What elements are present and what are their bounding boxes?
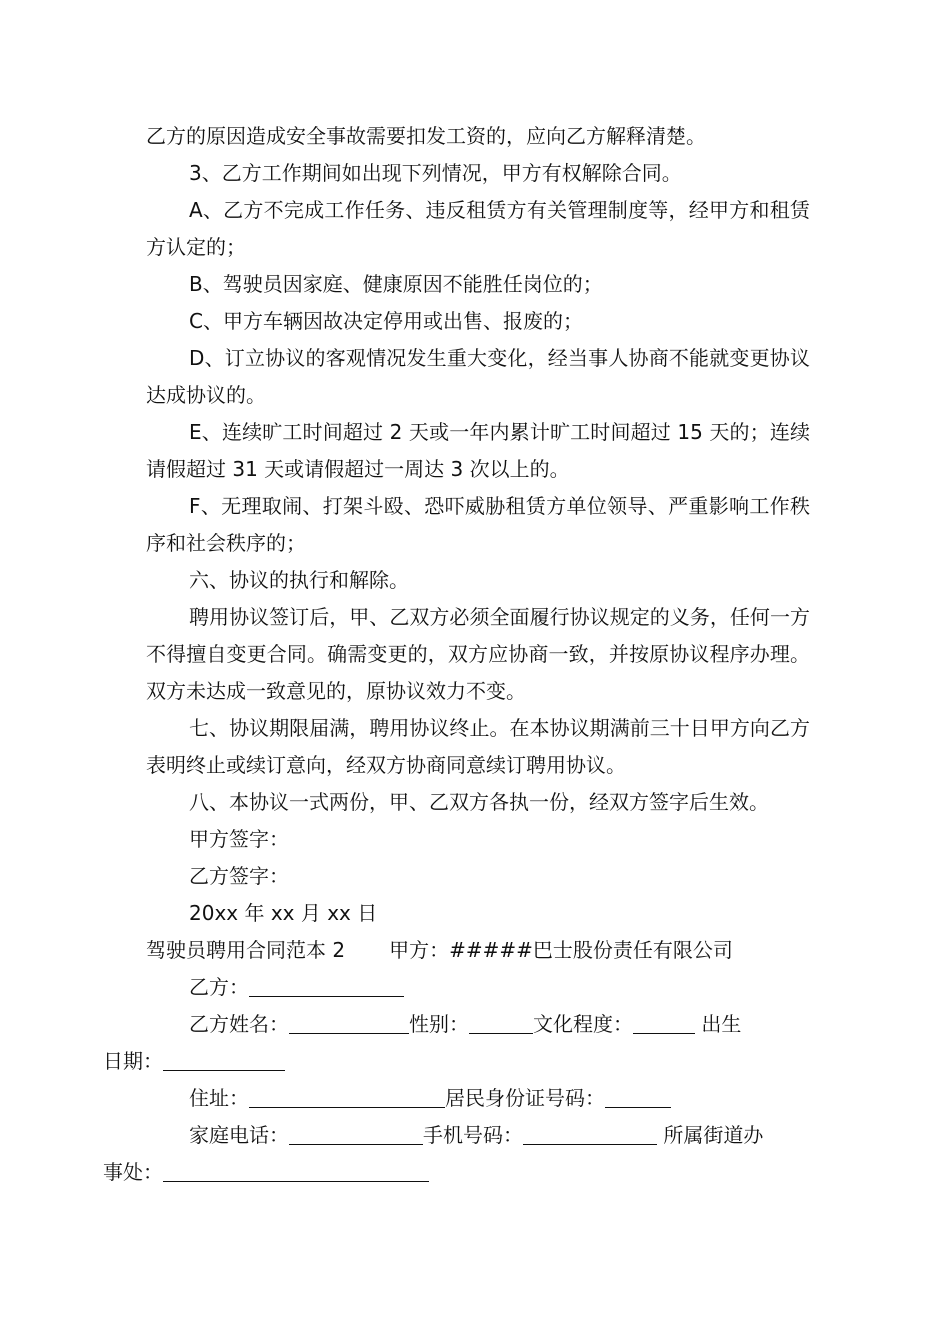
id-blank xyxy=(605,1085,671,1108)
paragraph: D、订立协议的客观情况发生重大变化，经当事人协商不能就变更协议达成协议的。 xyxy=(146,346,810,407)
mobile-blank xyxy=(523,1122,657,1145)
district-label: 所属街道办 xyxy=(663,1123,764,1147)
education-label: 文化程度： xyxy=(533,1012,633,1036)
district-label-cont: 事处： xyxy=(103,1160,163,1184)
mobile-label: 手机号码： xyxy=(423,1123,523,1147)
home-phone-blank xyxy=(289,1122,423,1145)
name-blank xyxy=(289,1011,409,1034)
date-line: 20xx 年 xx 月 xx 日 xyxy=(189,901,378,925)
personal-info-line xyxy=(103,1006,810,1080)
district-blank xyxy=(163,1159,429,1182)
paragraph: E、连续旷工时间超过 2 天或一年内累计旷工时间超过 15 天的；连续请假超过 31 天或请假超过一周达 3 次以上的。 xyxy=(146,420,810,481)
home-phone-label: 家庭电话： xyxy=(189,1123,289,1147)
birth-blank xyxy=(163,1048,285,1071)
address-blank xyxy=(249,1085,445,1108)
paragraph: C、甲方车辆因故决定停用或出售、报废的； xyxy=(189,309,583,333)
signature-line-party-a: 甲方签字： xyxy=(189,827,289,851)
contact-line xyxy=(103,1117,810,1191)
education-blank xyxy=(633,1011,695,1034)
paragraph: 八、本协议一式两份，甲、乙双方各执一份，经双方签字后生效。 xyxy=(189,790,769,814)
paragraph: 七、协议期限届满，聘用协议终止。在本协议期满前三十日甲方向乙方表明终止或续订意向，经双方协商同意续订聘用协议。 xyxy=(146,716,810,777)
document-body xyxy=(103,118,810,1191)
party-b-line xyxy=(146,969,810,1006)
gender-blank xyxy=(469,1011,533,1034)
paragraph: 聘用协议签订后，甲、乙双方必须全面履行协议规定的义务，任何一方不得擅自变更合同。确需变更的，双方应协商一致，并按原协议程序办理。双方未达成一致意见的，原协议效力不变。 xyxy=(146,605,810,703)
address-label: 住址： xyxy=(189,1086,249,1110)
party-b-label: 乙方： xyxy=(189,975,249,999)
name-label: 乙方姓名： xyxy=(189,1012,289,1036)
paragraph: B、驾驶员因家庭、健康原因不能胜任岗位的； xyxy=(189,272,603,296)
section-heading: 六、协议的执行和解除。 xyxy=(189,568,409,592)
contract2-title: 驾驶员聘用合同范本 2 xyxy=(146,938,346,962)
address-line xyxy=(146,1080,810,1117)
signature-line-party-b: 乙方签字： xyxy=(189,864,289,888)
id-label: 居民身份证号码： xyxy=(445,1086,605,1110)
paragraph: 乙方的原因造成安全事故需要扣发工资的，应向乙方解释清楚。 xyxy=(146,124,706,148)
contract2-title-line xyxy=(146,932,810,969)
party-b-blank xyxy=(249,974,404,997)
birth-label-cont: 日期： xyxy=(103,1049,163,1073)
paragraph: 3、乙方工作期间如出现下列情况，甲方有权解除合同。 xyxy=(189,161,682,185)
paragraph: A、乙方不完成工作任务、违反租赁方有关管理制度等，经甲方和租赁方认定的； xyxy=(146,198,810,259)
birth-label: 出生 xyxy=(701,1012,742,1036)
paragraph: F、无理取闹、打架斗殴、恐吓威胁租赁方单位领导、严重影响工作秩序和社会秩序的； xyxy=(146,494,810,555)
gender-label: 性别： xyxy=(409,1012,469,1036)
contract2-party-a: 甲方：#####巴士股份责任有限公司 xyxy=(389,938,733,962)
